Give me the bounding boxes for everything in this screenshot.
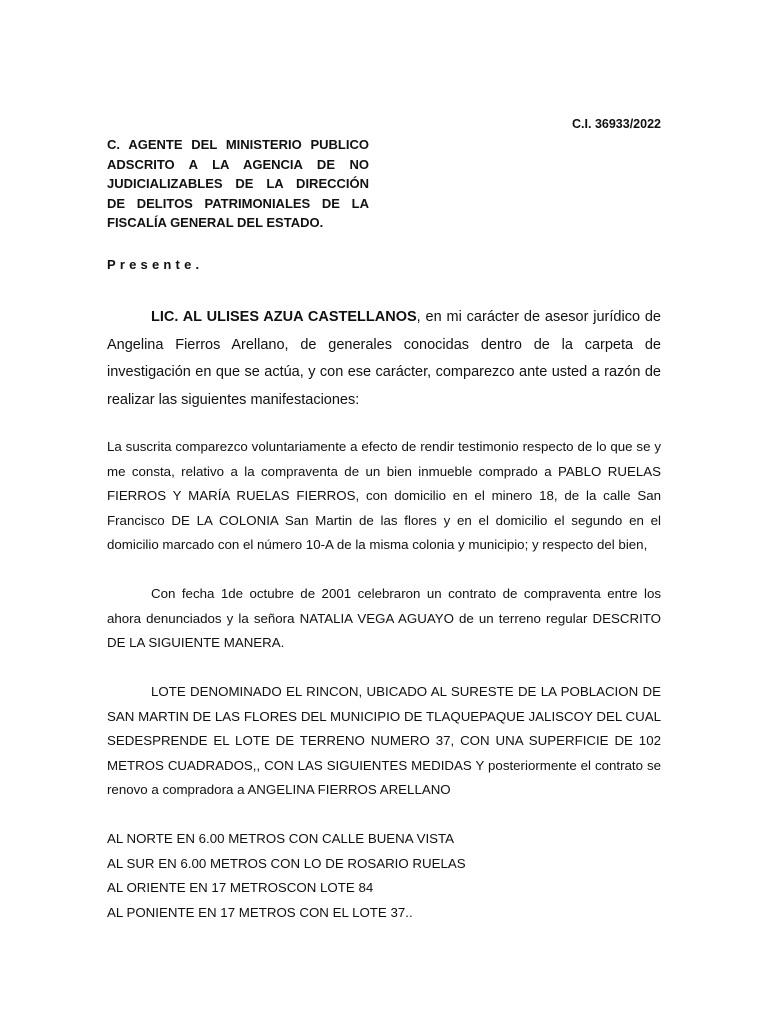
lot-description-paragraph: LOTE DENOMINADO EL RINCON, UBICADO AL SURESTE DE LA POBLACION DE SAN MARTIN DE LAS FLORES DEL MUNICIPIO DE TLAQUEPAQUE JALISCOY DEL CUAL SEDESPRENDE EL LOTE DE TERRENO NUMERO 37, CON UNA SUPERFICIE DE 102 METROS CUADRADOS,, CON LAS SIGUIENTES MEDIDAS Y posteriormente el contrato se renovo a compradora a ANGELINA FIERROS ARELLANO xyxy=(107,684,661,797)
intro-paragraph xyxy=(107,304,661,414)
addressee-line: FISCALÍA GENERAL DEL ESTADO. xyxy=(107,215,324,230)
case-number: C.I. 36933/2022 xyxy=(572,117,661,131)
contract-paragraph: Con fecha 1de octubre de 2001 celebraron un contrato de compraventa entre los ahora denunciados y la señora NATALIA VEGA AGUAYO de un terreno regular DESCRITO DE LA SIGUIENTE MANERA. xyxy=(107,586,661,650)
boundary-line: AL PONIENTE EN 17 METROS CON EL LOTE 37.. xyxy=(107,904,413,920)
boundary-line: AL ORIENTE EN 17 METROSCON LOTE 84 xyxy=(107,880,374,895)
testimony-paragraph: La suscrita comparezco voluntariamente a efecto de rendir testimonio respecto de lo que se y me consta, relativo a la compraventa de un bien inmueble comprado a PABLO RUELAS FIERROS Y MARÍA RUELAS FIERROS, con domicilio en el minero 18, de la calle San Francisco DE LA COLONIA San Martin de las flores y en el domicilio el segundo en el domicilio marcado con el número 10-A de la misma colonia y municipio; y respecto del bien, xyxy=(107,439,661,552)
addressee-line: ADSCRITO A LA AGENCIA DE NO xyxy=(107,156,369,172)
boundary-line: AL NORTE EN 6.00 METROS CON CALLE BUENA VISTA xyxy=(107,831,455,846)
boundary-line: AL SUR EN 6.00 METROS CON LO DE ROSARIO RUELAS xyxy=(107,855,466,871)
intro-text: , en mi carácter de asesor jurídico de Angelina Fierros Arellano, de generales conocidas dentro de la carpeta de investigación en que se actúa, y con ese carácter, comparezco ante usted a razón de realizar las siguientes manifestaciones: xyxy=(107,309,661,408)
addressee-line: JUDICIALIZABLES DE LA DIRECCIÓN xyxy=(107,176,369,191)
intro-name: LIC. AL ULISES AZUA CASTELLANOS xyxy=(151,309,417,325)
addressee-line: DE DELITOS PATRIMONIALES DE LA xyxy=(107,195,369,211)
greeting: Presente. xyxy=(107,257,204,272)
addressee-line: C. AGENTE DEL MINISTERIO PUBLICO xyxy=(107,137,369,152)
addressee-block xyxy=(107,135,369,233)
boundaries-list xyxy=(107,827,661,925)
